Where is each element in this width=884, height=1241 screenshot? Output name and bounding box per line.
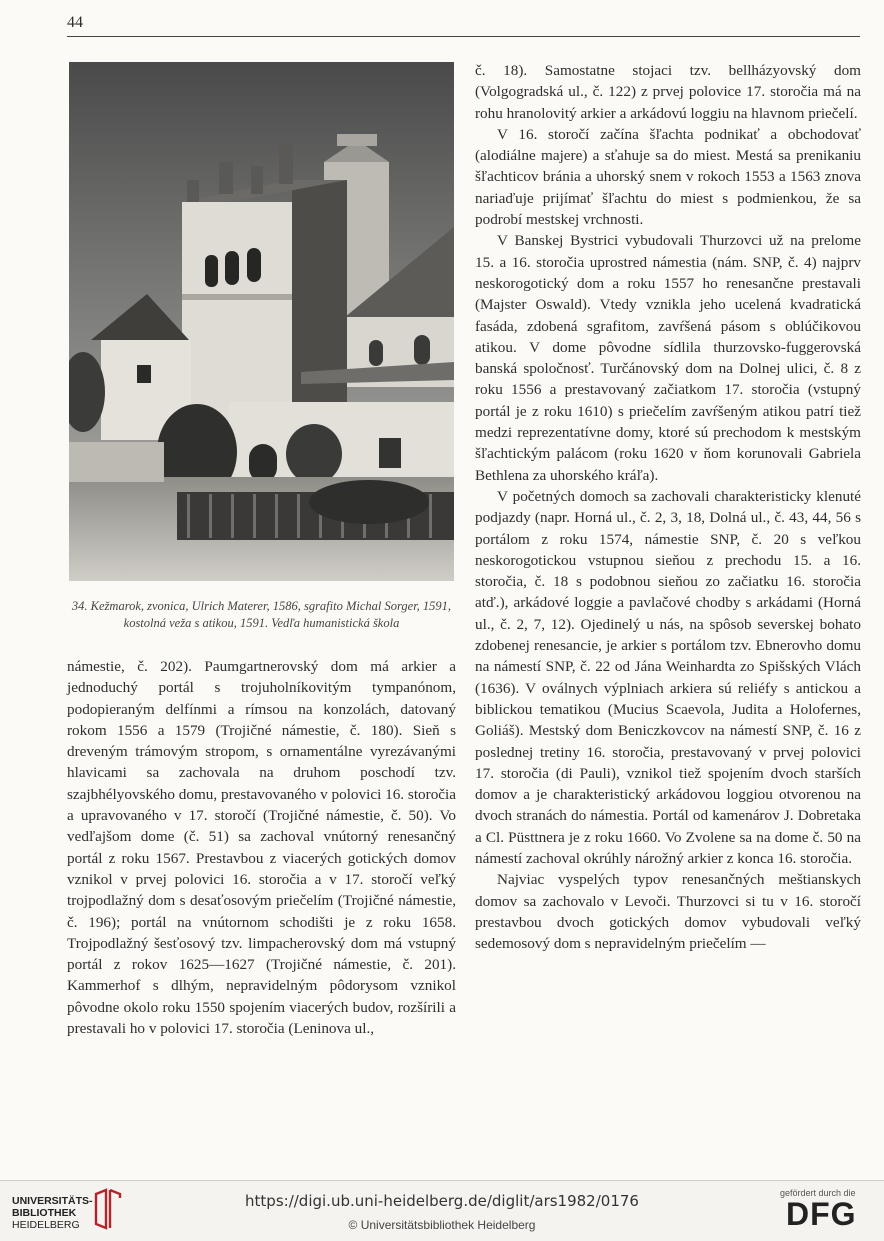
page-url-link[interactable]: https://digi.ub.uni-heidelberg.de/diglit/ars1982/0176 xyxy=(245,1192,639,1210)
paragraph: V 16. storočí začína šľachta podnikať a obchodovať (alodiálne majere) a sťahuje sa do miest. Mestá sa prenikaniu šľachticov bránia a uhorský snem v rokoch 1553 a 1563 znova nariaďuje prijímať šľachtu do miest s podmienkou, že sa podrobí mestskej vrchnosti. xyxy=(475,125,861,229)
paragraph: námestie, č. 202). Paumgartnerovský dom má arkier a jednoduchý portál s trojuholníkovitým tympanónom, podopieraným delfínmi a rímsou na konzolách, datovaný rokom 1556 a 1579 (Trojičné námestie, č. 180). Sieň s dreveným trámovým stropom, s ornamentálne vyrezávanými hlavicami sa zachovala na druhom poschodí tzv. szajbhélyovského domu, prestavovaného v polovici 16. storočia a upravovaného v 17. storočí (Trojičné námestie, č. 50). Vo vedľajšom dome (č. 51) sa zachoval vnútorný renesančný portál z roku 1567. Prestavbou z viacerých gotických domov vznikol v prvej polovici 16. storočia a v 17. storočí veľký trojpodlažný dom s desaťosovým priečelím (Trojičné námestie, č. 196); portál na vnútornom schodišti je z roku 1658. Trojpodlažný šesťosový tzv. limpacherovský dom má vstupný portál z rokov 1625—1627 (Trojičné námestie, č. 201). Kammerhof s dlhým, nepravidelným pôdorysom vznikol pôvodne okolo roku 1550 spojením viacerých budov, rozšírili a prestavali ho v polovici 17. storočia (Leninova ul., xyxy=(67,658,456,1038)
page-number: 44 xyxy=(67,14,83,31)
figure-caption: 34. Kežmarok, zvonica, Ulrich Materer, 1586, sgrafito Michal Sorger, 1591, kostolná veža s atikou, 1591. Vedľa humanistická škola xyxy=(71,599,452,630)
dfg-logo: DFG xyxy=(786,1196,857,1232)
left-column xyxy=(67,656,456,1039)
paragraph: Najviac vyspelých typov renesančných meštianskych domov sa zachovalo v Levoči. Thurzovci si tu v 16. storočí prestavbou dvoch gotických domov vybudovali veľký sedemosový dom s nepravidelným priečelím — xyxy=(475,871,861,953)
figure-photo xyxy=(69,62,454,581)
paragraph: V Banskej Bystrici vybudovali Thurzovci už na prelome 15. a 16. storočia uprostred námestia (nám. SNP, č. 4) najprv neskorogotický dom a roku 1557 ho renesančne prestavali (Majster Oswald). Vtedy vznikla jeho ucelená kvadratická fasáda, zdobená sgrafitom, zavŕšená pásom s oblúčikovou atikou. V dome pôvodne sídlila thurzovsko-fuggerovská banská spoločnosť. Turčánovský dom na Dolnej ulici, č. 8 z roku 1556 a prestavovaný začiatkom 17. storočia (vstupný portál je z roku 1610) s priečelím zavŕšeným atikou patrí tiež medzi reprezentatívne domy, ktoré sú prechodom k mestským šľachtickým palácom (roku 1620 v ňom korunovali Gabriela Bethlena za uhorského kráľa). xyxy=(475,232,861,484)
paragraph: č. 18). Samostatne stojaci tzv. bellházyovský dom (Volgogradská ul., č. 122) z prvej polovice 17. storočia má na rohu hranolovitý arkier a arkádovú loggiu na hlavnom priečelí. xyxy=(475,62,861,122)
right-column xyxy=(475,60,861,954)
copyright-text: © Universitätsbibliothek Heidelberg xyxy=(348,1218,536,1232)
footer-divider xyxy=(0,1180,884,1181)
paragraph: V početných domoch sa zachovali charakteristicky klenuté podjazdy (napr. Horná ul., č. 2, 3, 18, Dolná ul., č. 43, 44, 56 s portálom z roku 1574, námestie SNP, č. 20 s veľkou neskorogotickou vstupnou sieňou z prechodu 15. a 16. storočia, č. 18 s podobnou sieňou zo začiatku 16. storočia atď.), arkádové loggie a pavlačové chodby s arkádami (Horná ul., č. 2, 7, 12). Ojedinelý u nás, na spôsob severskej bohato zdobenej renesancie, je arkier s portálom tzv. Ebnerovho domu na námestí SNP, č. 22 od Jána Weinhardta zo Spišských Vlách (1636). V oválnych výplniach arkiera sú reliéfy s antickou a biblickou tematikou (Mucius Scaevola, Judita a Holofernes, Goliáš). Mestský dom Beniczkovcov na námestí SNP, č. 16 z poslednej tretiny 16. storočia, prestavovaný v prvej polovici 17. storočia (di Pauli), vznikol tiež spojením dvoch starších domov a je charakteristický arkádovou loggiou otvorenou na dvoch stranách do námestia. Portál od kamenárov J. Dobretaka a Cl. Püsttnera je z roku 1660. Vo Zvolene sa na dome č. 50 na námestí zachoval okrúhly nárožný arkier z konca 16. storočia. xyxy=(475,487,861,867)
funder-note: gefördert durch die xyxy=(780,1188,856,1198)
header-rule xyxy=(67,36,860,37)
institution-name: UNIVERSITÄTS- BIBLIOTHEK HEIDELBERG xyxy=(12,1195,93,1231)
